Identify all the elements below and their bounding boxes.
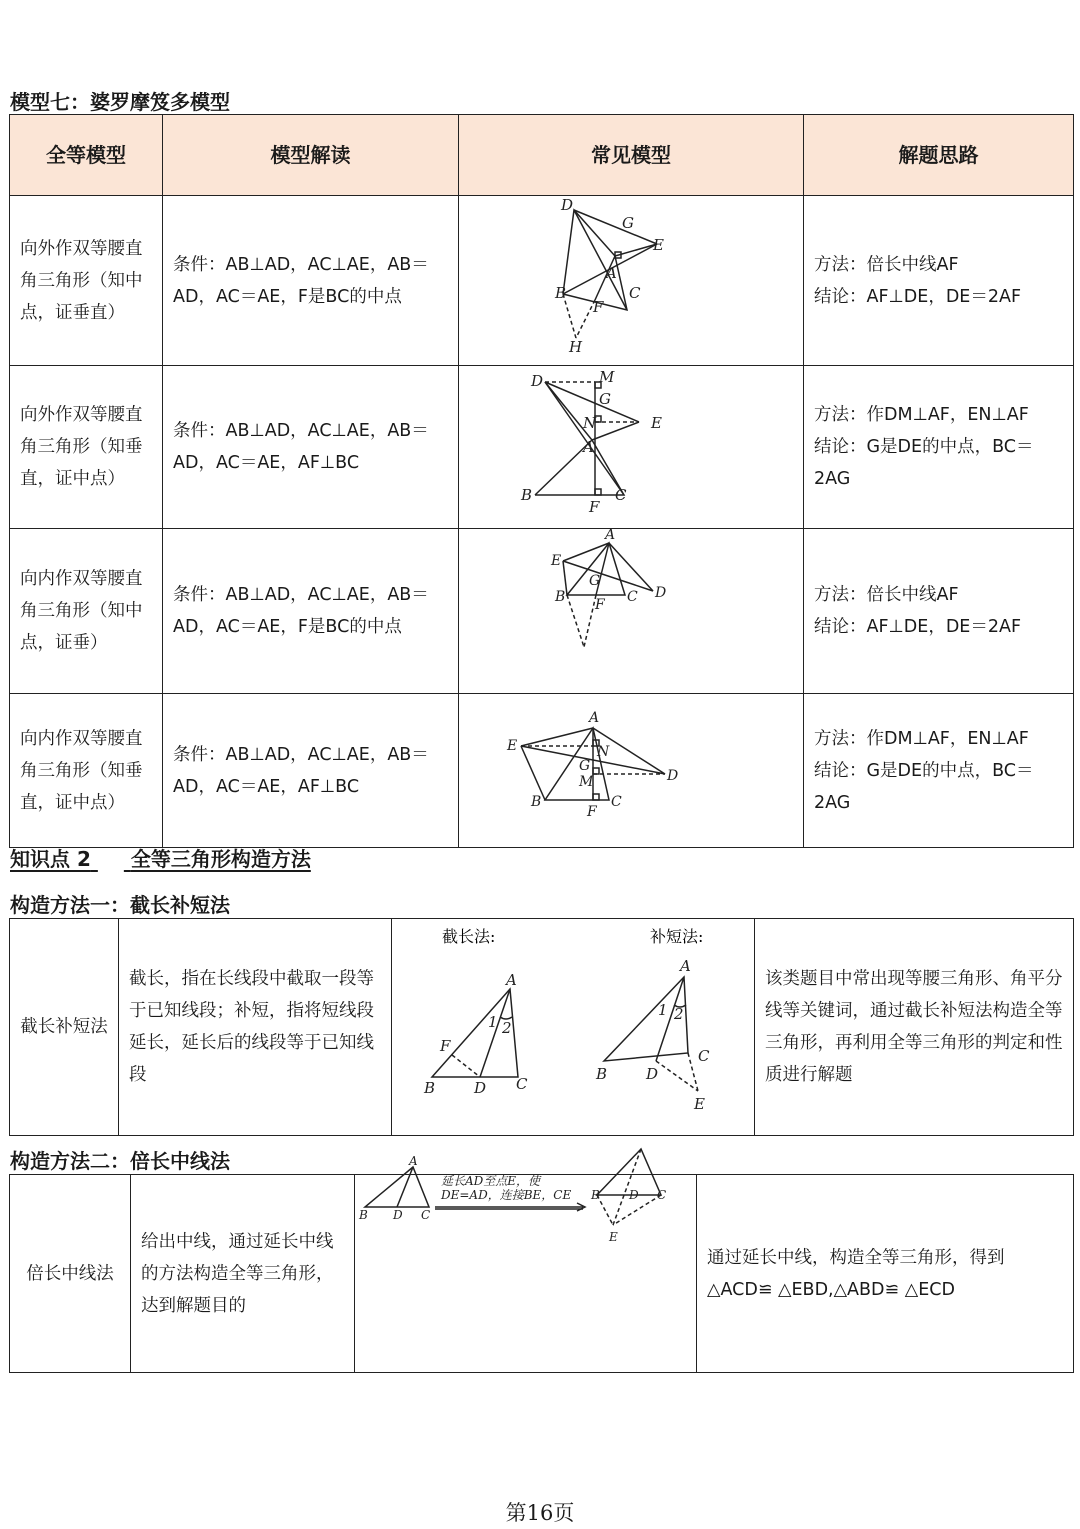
svg-text:A: A: [589, 710, 600, 726]
svg-text:A: A: [409, 1154, 418, 1168]
solution-method: 方法：作DM⊥AF，EN⊥AF: [814, 405, 1029, 425]
table-row: [10, 694, 1074, 848]
model-condition: 条件：AB⊥AD，AC⊥AE，AB＝AD，AC＝AE，AF⊥BC: [163, 694, 459, 848]
svg-text:D: D: [474, 1079, 487, 1097]
solution-method: 方法：倍长中线AF: [814, 254, 959, 275]
model-solution: [804, 694, 1074, 848]
svg-text:C: C: [657, 1188, 667, 1202]
svg-text:D: D: [629, 1188, 639, 1202]
solution-conclusion: 结论：G是DE的中点，BC＝2AG: [814, 437, 1034, 489]
knowledge-point-name: 全等三角形构造方法: [130, 847, 311, 871]
table-row: [10, 529, 1074, 694]
arrow-caption-line1: 延长AD至点E，使: [441, 1174, 541, 1188]
svg-text:D: D: [393, 1208, 403, 1222]
svg-text:M: M: [579, 774, 594, 790]
svg-text:A: A: [680, 957, 691, 975]
arrow-caption-line2: DE=AD，连接BE，CE: [441, 1188, 572, 1202]
svg-text:C: C: [611, 794, 622, 810]
svg-text:A: A: [606, 264, 617, 282]
svg-text:2: 2: [502, 1019, 512, 1037]
svg-text:E: E: [551, 553, 562, 569]
svg-text:2: 2: [674, 1005, 684, 1023]
method1-diagram: [392, 919, 755, 1136]
svg-text:M: M: [599, 368, 615, 386]
solution-conclusion: 结论：AF⊥DE，DE＝2AF: [814, 286, 1022, 307]
model7-title: 模型七：婆罗摩笈多模型: [10, 90, 230, 114]
svg-text:N: N: [583, 414, 597, 432]
method2-diagram: [355, 1154, 697, 1373]
svg-text:B: B: [359, 1208, 368, 1222]
double-median-diagram: [355, 1154, 697, 1361]
svg-text:B: B: [555, 284, 567, 302]
svg-text:C: C: [615, 486, 627, 504]
method1-title: 构造方法一：截长补短法: [10, 893, 230, 917]
method1-table: [9, 918, 1074, 1136]
diagram-outward-perpendicular: [459, 366, 804, 517]
method1-description: 截长，指在长线段中截取一段等于已知线段；补短，指将短线段延长，延长后的线段等于已知线段: [119, 919, 392, 1136]
svg-text:B: B: [531, 794, 542, 810]
header-model: 全等模型: [10, 115, 163, 196]
table-header-row: [10, 115, 1074, 196]
solution-conclusion: 结论：G是DE的中点，BC＝2AG: [814, 760, 1034, 813]
solution-method: 方法：作DM⊥AF，EN⊥AF: [814, 728, 1029, 749]
model-solution: [804, 366, 1074, 529]
svg-text:H: H: [569, 338, 583, 356]
method2-title: 构造方法二：倍长中线法: [10, 1149, 230, 1173]
table-row: [10, 1175, 1074, 1373]
method1-note: 该类题目中常出现等腰三角形、角平分线等关键词，通过截长补短法构造全等三角形，再利用全等三角形的判定和性质进行解题: [755, 919, 1074, 1136]
model-name: 向外作双等腰直角三角形（知垂直，证中点）: [10, 366, 163, 529]
svg-text:E: E: [651, 414, 662, 432]
header-approach: 解题思路: [804, 115, 1074, 196]
svg-text:C: C: [421, 1208, 431, 1222]
knowledge-point-number: 知识点 2: [10, 847, 91, 871]
svg-text:B: B: [424, 1079, 436, 1097]
svg-text:G: G: [589, 573, 601, 589]
svg-text:E: E: [653, 236, 664, 254]
model-name: 向内作双等腰直角三角形（知垂直，证中点）: [10, 694, 163, 848]
svg-text:D: D: [561, 196, 574, 214]
header-interpretation: 模型解读: [163, 115, 459, 196]
svg-text:C: C: [698, 1047, 710, 1065]
svg-text:A: A: [605, 527, 616, 543]
model-condition: 条件：AB⊥AD，AC⊥AE，AB＝AD，AC＝AE，F是BC的中点: [163, 529, 459, 694]
model-diagram: [459, 529, 804, 694]
knowledge-point-title: [10, 843, 311, 872]
diagram-outward-midpoint: [459, 196, 804, 354]
svg-text:D: D: [667, 768, 679, 784]
svg-text:F: F: [589, 498, 600, 516]
method2-name: 倍长中线法: [10, 1175, 131, 1373]
model-condition: 条件：AB⊥AD，AC⊥AE，AB＝AD，AC＝AE，F是BC的中点: [163, 196, 459, 366]
diagram-inward-midpoint: [459, 529, 804, 682]
svg-text:G: G: [622, 214, 634, 232]
method1-name: 截长补短法: [10, 919, 119, 1136]
model-name: 向外作双等腰直角三角形（知中点，证垂直）: [10, 196, 163, 366]
patch-method-label: 补短法:: [650, 927, 704, 946]
model-solution: [804, 529, 1074, 694]
table-row: [10, 919, 1074, 1136]
svg-text:E: E: [609, 1230, 618, 1244]
svg-text:F: F: [440, 1037, 451, 1055]
svg-text:F: F: [587, 804, 597, 820]
table-row: [10, 366, 1074, 529]
svg-text:B: B: [555, 589, 566, 605]
header-common-model: 常见模型: [459, 115, 804, 196]
svg-text:1: 1: [488, 1013, 498, 1031]
svg-text:D: D: [646, 1065, 659, 1083]
svg-text:G: G: [579, 758, 591, 774]
diagram-inward-perpendicular: [459, 694, 804, 836]
svg-text:G: G: [599, 390, 611, 408]
model-table: [9, 114, 1074, 848]
model-diagram: [459, 366, 804, 529]
svg-text:1: 1: [658, 1001, 668, 1019]
model-diagram: [459, 694, 804, 848]
svg-text:A: A: [506, 971, 517, 989]
method2-note: 通过延长中线，构造全等三角形，得到△ACD≌ △EBD,△ABD≌ △ECD: [697, 1175, 1074, 1373]
method2-description: 给出中线，通过延长中线的方法构造全等三角形，达到解题目的: [131, 1175, 355, 1373]
model-diagram: [459, 196, 804, 366]
model-solution: [804, 196, 1074, 366]
svg-text:B: B: [596, 1065, 608, 1083]
table-row: [10, 196, 1074, 366]
svg-text:D: D: [531, 372, 544, 390]
cut-patch-diagram: [392, 919, 755, 1124]
svg-text:C: C: [629, 284, 641, 302]
model-name: 向内作双等腰直角三角形（知中点，证垂）: [10, 529, 163, 694]
svg-text:N: N: [597, 744, 610, 760]
page-number: 第16页: [505, 1501, 575, 1525]
svg-text:E: E: [507, 738, 518, 754]
svg-text:F: F: [595, 597, 605, 613]
svg-text:A: A: [583, 438, 594, 456]
solution-conclusion: 结论：AF⊥DE，DE＝2AF: [814, 617, 1022, 637]
svg-text:D: D: [655, 585, 667, 601]
solution-method: 方法：倍长中线AF: [814, 585, 959, 605]
svg-text:F: F: [593, 298, 604, 316]
cut-method-label: 截长法:: [442, 927, 496, 946]
svg-text:B: B: [521, 486, 533, 504]
svg-text:B: B: [591, 1188, 600, 1202]
model-condition: 条件：AB⊥AD，AC⊥AE，AB＝AD，AC＝AE，AF⊥BC: [163, 366, 459, 529]
svg-text:E: E: [694, 1095, 705, 1113]
svg-text:C: C: [627, 589, 638, 605]
svg-text:C: C: [516, 1075, 528, 1093]
